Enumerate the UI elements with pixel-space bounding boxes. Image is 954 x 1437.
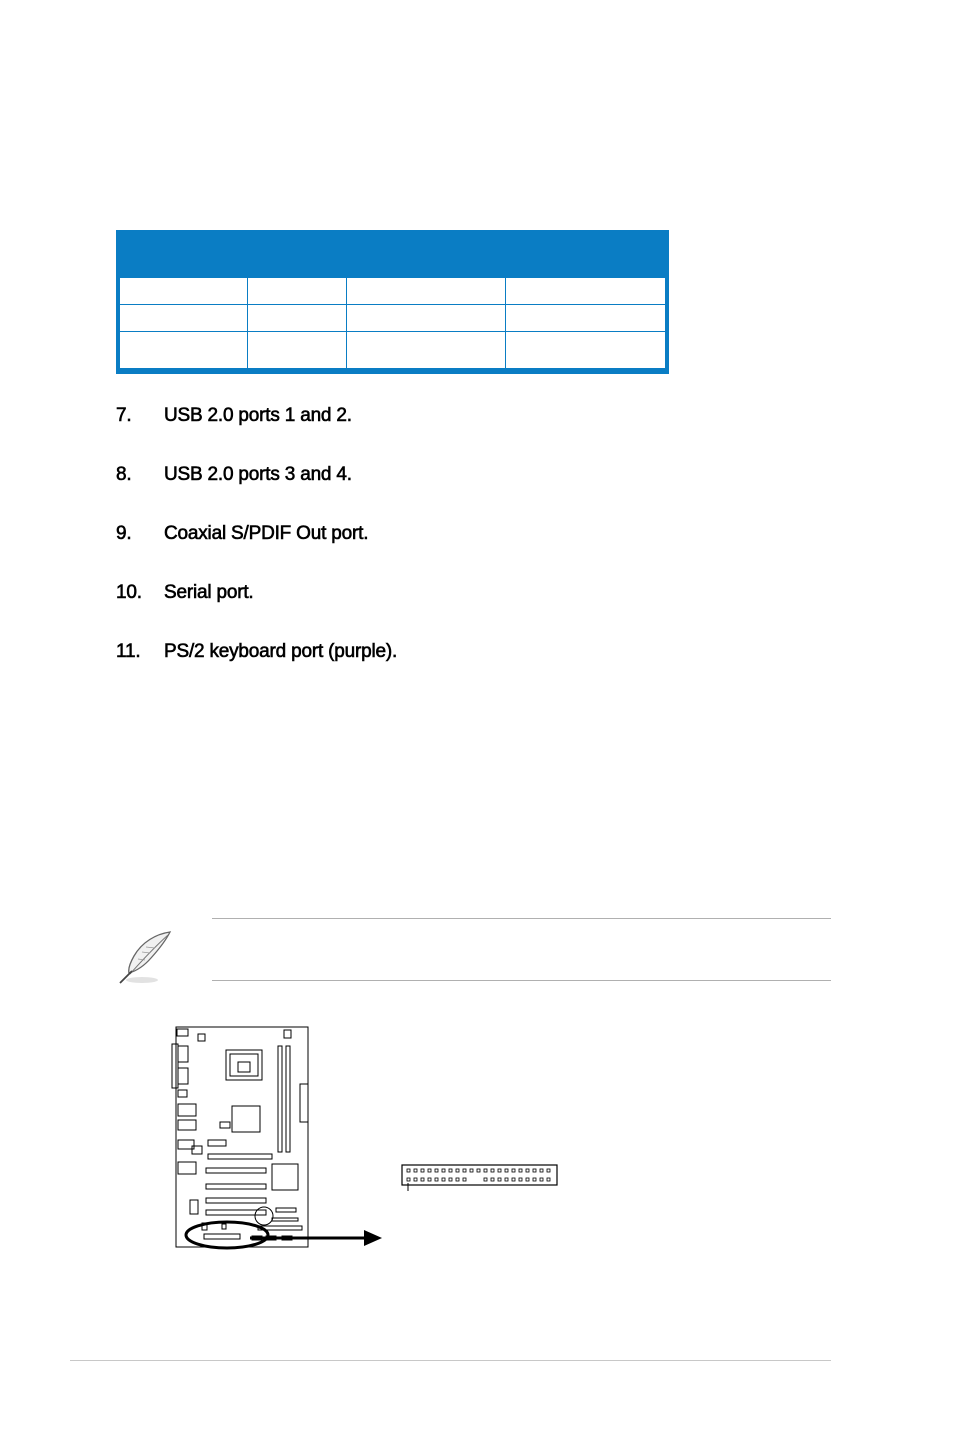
motherboard-diagram — [160, 1022, 400, 1250]
table-cell — [120, 332, 248, 368]
spec-table — [116, 230, 669, 374]
table-header — [116, 230, 669, 278]
table-row — [120, 278, 665, 305]
list-item-number: 9. — [116, 523, 132, 544]
table-body — [120, 278, 665, 368]
table-cell — [347, 278, 506, 304]
list-item-number: 7. — [116, 405, 132, 426]
note-bottom-rule — [212, 980, 831, 981]
table-cell — [347, 332, 506, 368]
table-cell — [248, 305, 347, 331]
list-item-text: PS/2 keyboard port (purple). — [164, 641, 398, 662]
table-cell — [347, 305, 506, 331]
table-row — [120, 305, 665, 332]
note-text — [212, 930, 831, 976]
table-cell — [506, 332, 665, 368]
table-cell — [248, 278, 347, 304]
table-cell — [248, 332, 347, 368]
feather-pen-icon — [112, 928, 174, 988]
diagram-board-label — [175, 1255, 325, 1275]
fdd-connector-pins — [400, 1162, 560, 1192]
table-cell — [120, 305, 248, 331]
table-cell — [506, 278, 665, 304]
list-item-text: USB 2.0 ports 3 and 4. — [164, 464, 352, 485]
note-top-rule — [212, 918, 831, 919]
list-item-number: 8. — [116, 464, 132, 485]
table-cell — [120, 278, 248, 304]
list-item-number: 11. — [116, 641, 141, 662]
table-cell — [506, 305, 665, 331]
list-item-text: Coaxial S/PDIF Out port. — [164, 523, 369, 544]
table-row — [120, 332, 665, 368]
list-item-number: 10. — [116, 582, 142, 603]
connector-label — [400, 1196, 600, 1214]
footer-rule — [70, 1360, 831, 1361]
list-item-text: USB 2.0 ports 1 and 2. — [164, 405, 352, 426]
list-item-text: Serial port. — [164, 582, 254, 603]
